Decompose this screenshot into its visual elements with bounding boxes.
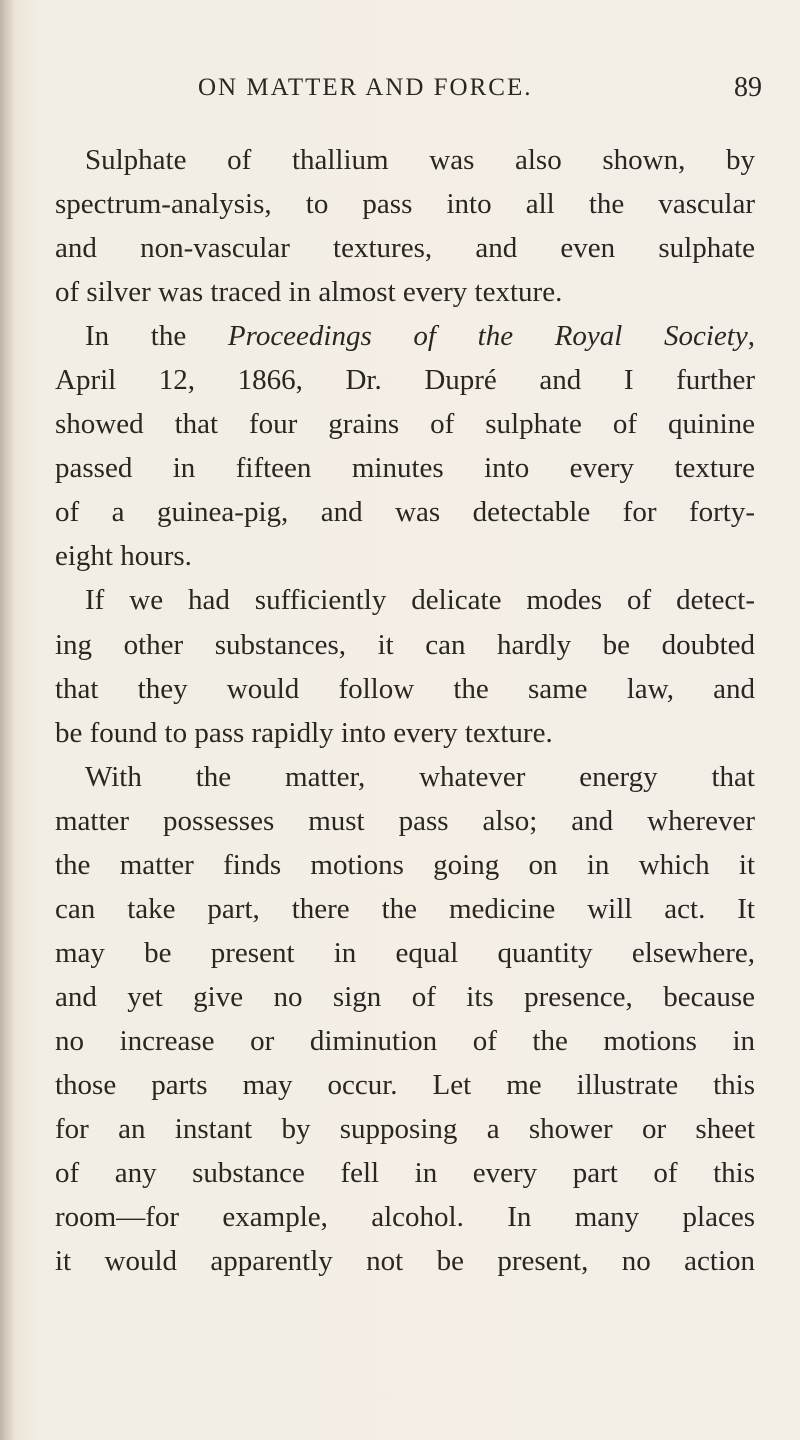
text-line: of a guinea-pig, and was detectable for forty- [55,496,755,529]
running-head [0,64,800,104]
text-line: that they would follow the same law, and [55,672,755,705]
text-line: those parts may occur. Let me illustrate this [55,1068,755,1101]
running-head-title: ON MATTER AND FORCE. [198,74,533,101]
text-line: of silver was traced in almost every texture. [55,276,563,309]
text-line: and non-vascular textures, and even sulphate [55,232,755,265]
journal-title: Proceedings of the Royal Society [227,320,748,353]
page-number: 89 [734,72,762,103]
text-line: room—for example, alcohol. In many places [55,1201,755,1234]
text-line: of any substance fell in every part of this [55,1157,755,1190]
text-line: matter possesses must pass also; and wherever [55,804,755,837]
text-line: ing other substances, it can hardly be doubted [55,628,755,661]
text-line: With the matter, whatever energy that [85,760,755,793]
text-line: for an instant by supposing a shower or sheet [55,1113,755,1146]
text-line: can take part, there the medicine will act. It [55,892,755,925]
text-line: If we had sufficiently delicate modes of detect- [85,584,755,617]
text-line: the matter finds motions going on in which it [55,848,755,881]
text-line: be found to pass rapidly into every texture. [55,716,553,749]
text-line: and yet give no sign of its presence, because [55,980,755,1013]
text-line: passed in fifteen minutes into every texture [55,452,755,485]
text-line: eight hours. [55,540,192,573]
text-line: may be present in equal quantity elsewhere, [55,936,755,969]
body-text [55,138,755,1283]
text-line: Sulphate of thallium was also shown, by [85,144,755,176]
text-line: no increase or diminution of the motions in [55,1024,755,1057]
text-line: it would apparently not be present, no action [55,1245,755,1278]
text-line: showed that four grains of sulphate of quinine [55,408,755,441]
text-line: In the Proceedings of the Royal Society, [85,320,755,353]
text-line: spectrum-analysis, to pass into all the vascular [55,188,755,221]
binding-shadow [0,0,14,1440]
text-line: April 12, 1866, Dr. Dupré and I further [55,364,755,397]
